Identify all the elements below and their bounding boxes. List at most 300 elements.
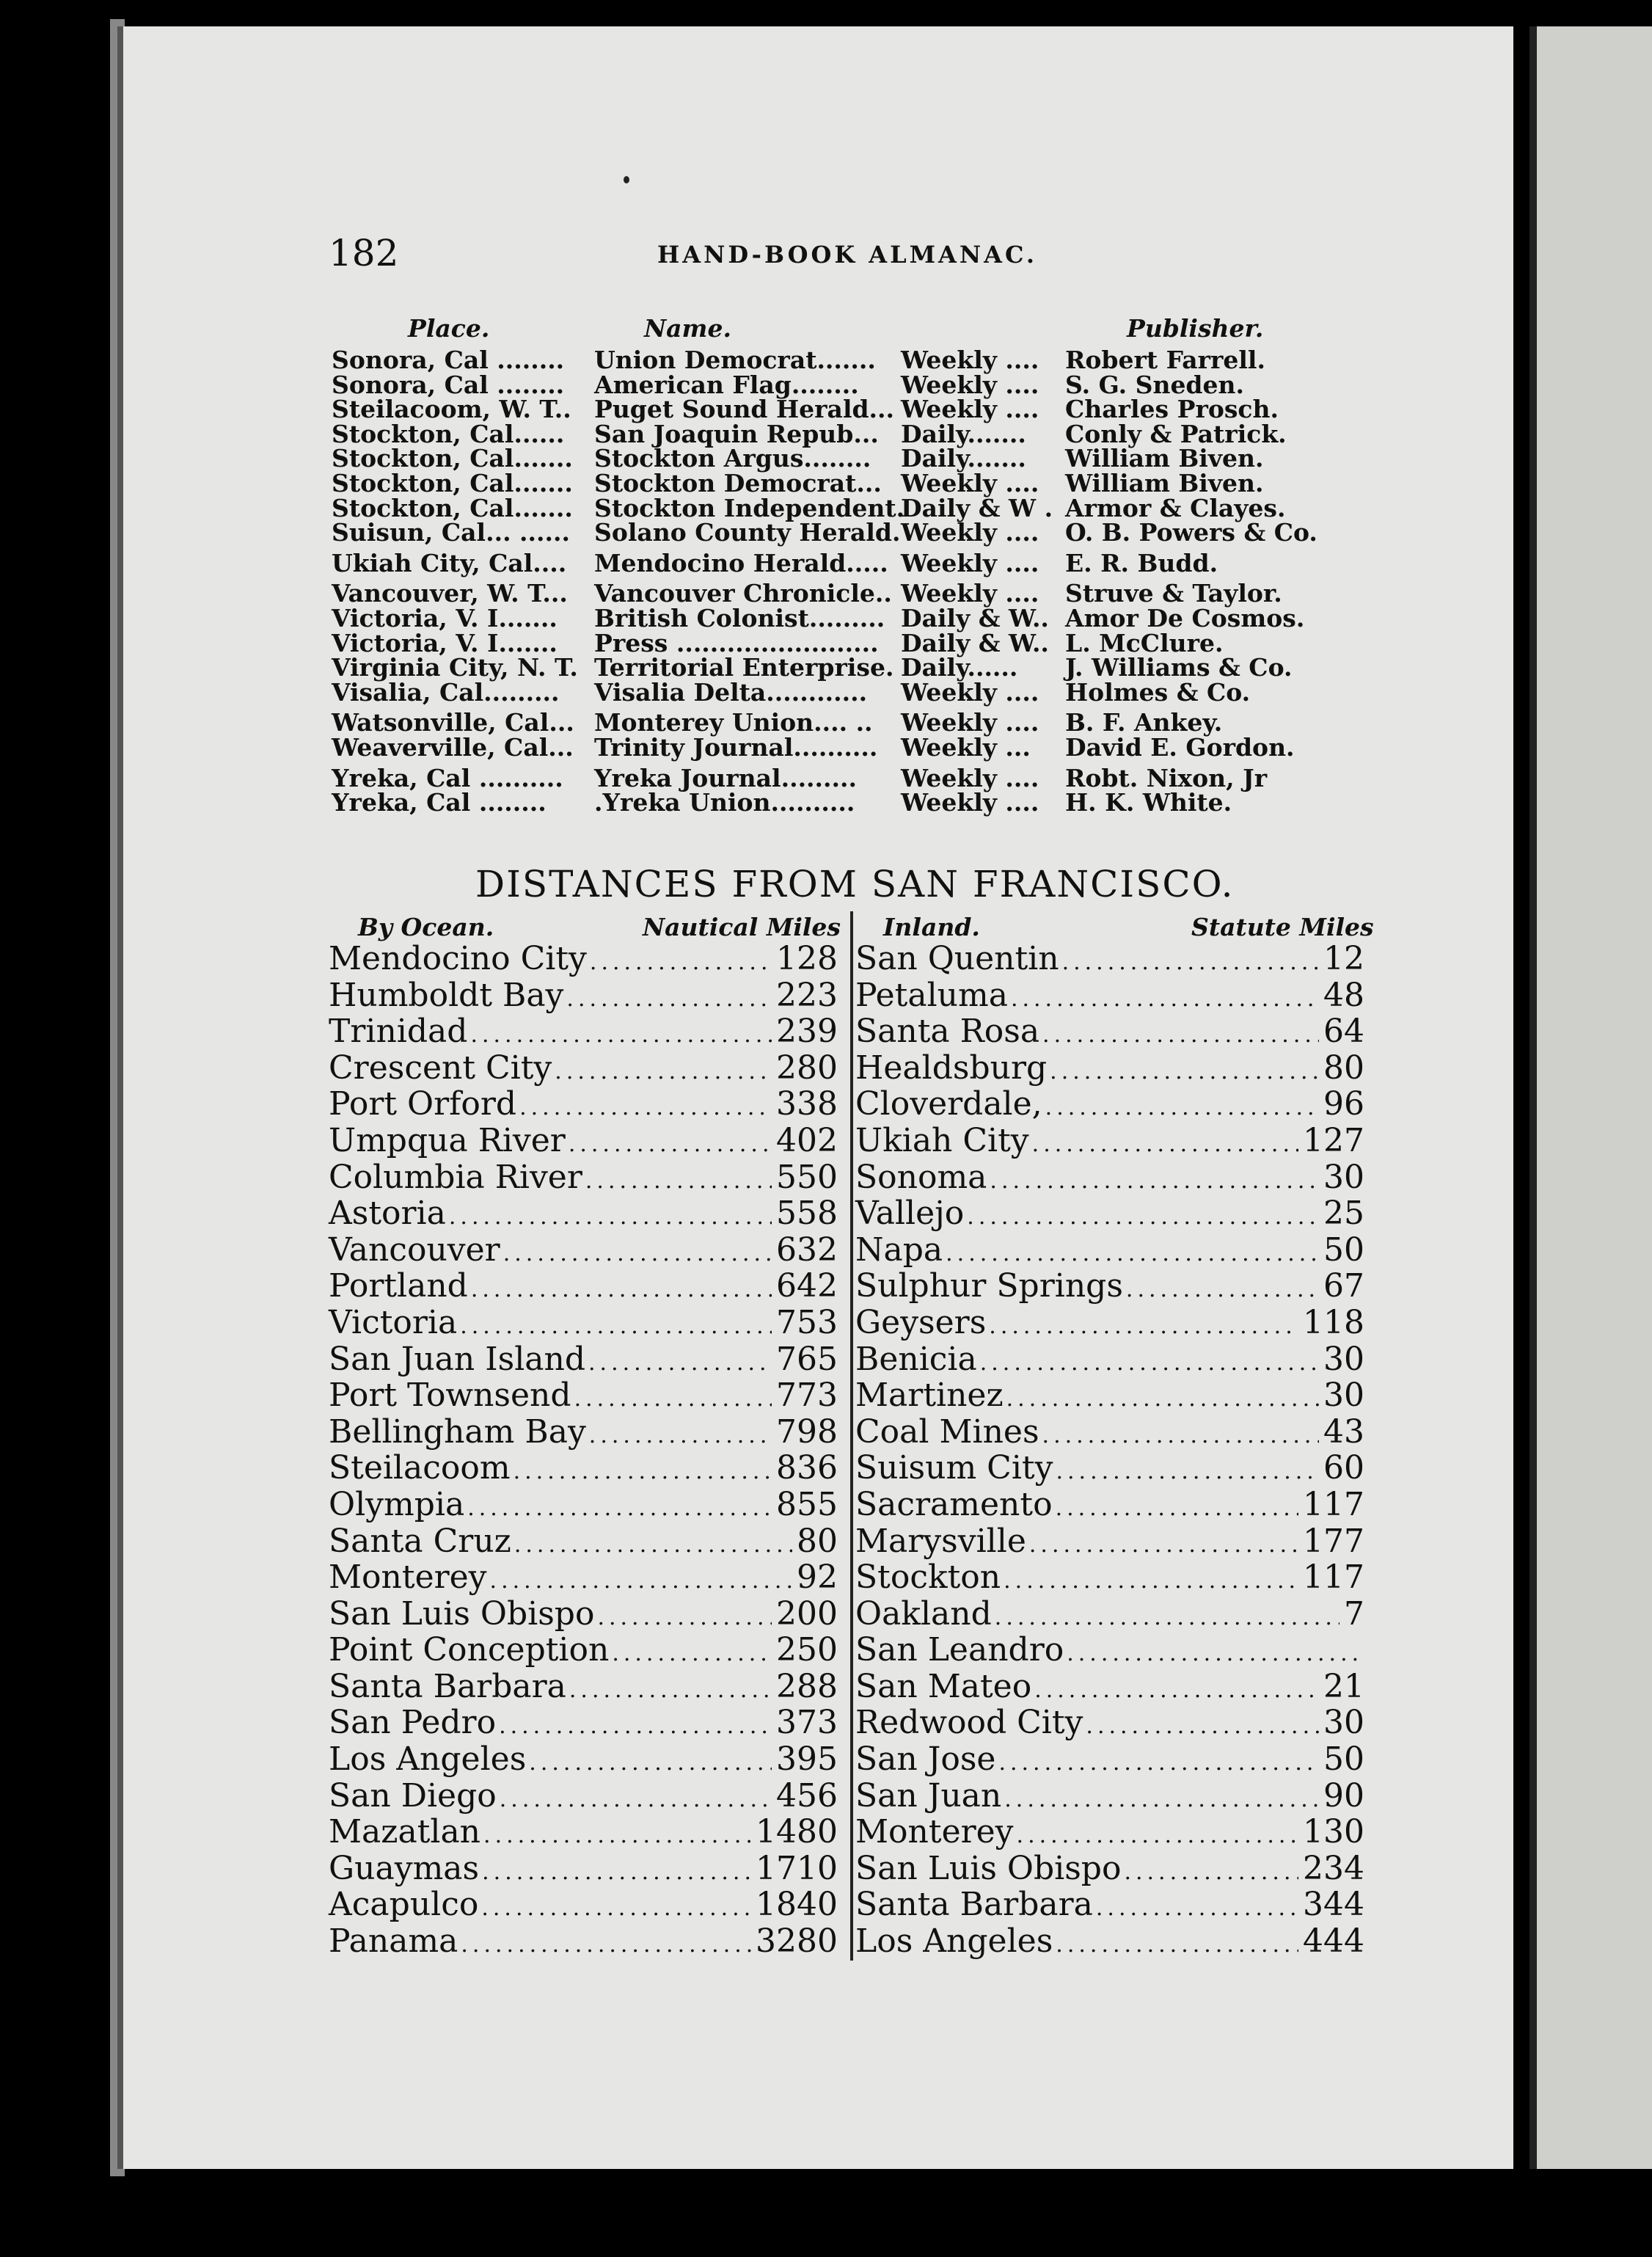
destination-name: Crescent City [329,1049,552,1087]
inland-distance-row [855,1050,1364,1087]
distance-miles: 118 [1303,1303,1364,1341]
destination-name: San Mateo [855,1667,1032,1705]
destination-name: Redwood City [855,1704,1083,1742]
dot-leader [566,981,772,1018]
newspaper-frequency: Weekly .... [901,548,1039,577]
newspaper-name: American Flag........ [594,370,859,399]
destination-name: Santa Rosa [855,1013,1040,1051]
newspaper-frequency: Weekly .... [901,346,1039,374]
newspaper-name: Stockton Independent. [594,493,905,522]
destination-name: Marysville [855,1522,1026,1560]
ocean-distance-row [329,1232,838,1269]
destination-name: San Jose [855,1740,996,1779]
nautical-miles-header: Nautical Miles [643,913,841,941]
destination-name: Humboldt Bay [329,976,564,1014]
distance-miles: 92 [797,1558,838,1597]
destination-name: Vallejo [855,1195,965,1233]
newspaper-row [332,446,1373,471]
dot-leader [1056,1454,1319,1490]
dot-leader [980,1345,1319,1382]
dot-leader [1056,1927,1298,1964]
inland-distance-row [855,1632,1364,1669]
newspaper-table [332,348,1373,815]
destination-name: San Juan Island [329,1340,586,1378]
dot-leader [1045,1090,1319,1126]
column-divider [850,911,853,1961]
inland-distance-row [855,1704,1364,1741]
inland-distance-row [855,1013,1364,1050]
dot-leader [1017,1817,1298,1854]
distance-miles: 48 [1323,976,1364,1014]
newspaper-frequency: Weekly .... [901,788,1039,817]
dot-leader [588,1345,772,1382]
dot-leader [1067,1636,1360,1672]
distance-miles: 64 [1323,1013,1364,1051]
destination-name: Suisum City [855,1449,1053,1487]
newspaper-row [332,628,1373,657]
inland-distance-row [855,1886,1364,1923]
newspaper-name: Stockton Argus........ [594,444,871,473]
dot-leader [1004,1563,1298,1600]
newspaper-place: Yreka, Cal .......... [332,763,563,792]
column-header-publisher: Publisher. [1127,314,1264,343]
dot-leader [461,1927,751,1964]
distance-miles: 117 [1303,1558,1364,1597]
inland-distance-row [855,1741,1364,1778]
distance-miles: 7 [1344,1594,1364,1633]
distance-miles: 765 [776,1340,838,1378]
newspaper-name: Visalia Delta............ [594,677,868,707]
newspaper-name: San Joaquin Repub... [594,419,879,448]
inland-distance-row [855,1596,1364,1633]
newspaper-publisher: H. K. White. [1065,788,1232,817]
destination-name: Astoria [329,1195,446,1233]
newspaper-name: Stockton Democrat... [594,468,882,497]
ocean-distance-row [329,1741,838,1778]
destination-name: San Pedro [329,1704,497,1742]
newspaper-publisher: Charles Prosch. [1065,395,1279,424]
inland-distance-row [855,1487,1364,1523]
ocean-distance-row [329,1523,838,1560]
newspaper-publisher: Struve & Taylor. [1065,579,1282,608]
statute-miles-header: Statute Miles [1191,913,1374,941]
inland-distance-row [855,1559,1364,1596]
distance-miles: 1480 [756,1813,838,1851]
destination-name: Healdsburg [855,1049,1048,1087]
destination-name: Steilacoom [329,1449,511,1487]
ocean-distance-row [329,1013,838,1050]
destination-name: San Juan [855,1776,1002,1815]
destination-name: San Luis Obispo [329,1594,595,1633]
destination-name: Columbia River [329,1158,582,1196]
newspaper-place: Weaverville, Cal... [332,732,574,762]
newspaper-frequency: Daily....... [901,444,1026,473]
dot-leader [569,1672,772,1709]
newspaper-publisher: O. B. Powers & Co. [1065,518,1317,547]
distance-miles: 234 [1303,1849,1364,1887]
distance-miles: 177 [1303,1522,1364,1560]
newspaper-place: Stockton, Cal....... [332,444,573,473]
dot-leader [990,1163,1319,1200]
column-header-name: Name. [644,314,731,343]
distance-miles: 836 [776,1449,838,1487]
newspaper-publisher: S. G. Sneden. [1065,370,1244,399]
adjacent-page-edge [1529,26,1652,2169]
dot-leader [503,1236,772,1272]
newspaper-publisher: Armor & Clayes. [1065,493,1286,522]
ocean-distance-row [329,1195,838,1232]
newspaper-publisher: L. McClure. [1065,628,1224,657]
distance-miles: 130 [1303,1813,1364,1851]
distance-miles: 344 [1303,1886,1364,1924]
newspaper-frequency: Daily & W . [901,493,1053,522]
destination-name: Port Townsend [329,1377,571,1415]
dot-leader [499,1708,772,1745]
newspaper-name: Vancouver Chronicle.. [594,579,892,608]
inland-distance-row [855,1268,1364,1305]
dot-leader [946,1236,1319,1272]
newspaper-publisher: B. F. Ankey. [1065,708,1223,737]
destination-name: Victoria [329,1303,458,1341]
newspaper-name: Yreka Journal......... [594,763,857,792]
inland-distance-row [855,977,1364,1014]
ocean-distance-row [329,977,838,1014]
ocean-distance-row [329,941,838,977]
dot-leader [513,1454,772,1490]
distance-miles: 67 [1323,1267,1364,1305]
dot-leader [1042,1017,1319,1054]
destination-name: Petaluma [855,976,1008,1014]
inland-distance-row [855,1450,1364,1487]
newspaper-frequency: Daily & W.. [901,628,1049,657]
destination-name: Coal Mines [855,1412,1039,1451]
destination-name: San Quentin [855,940,1059,977]
inland-distance-row [855,1414,1364,1451]
newspaper-frequency: Daily & W.. [901,603,1049,632]
dot-leader [490,1563,792,1600]
newspaper-place: Stockton, Cal....... [332,468,573,497]
destination-name: Port Orford [329,1085,517,1123]
newspaper-place: Stockton, Cal...... [332,419,565,448]
distance-miles: 90 [1323,1776,1364,1815]
newspaper-publisher: David E. Gordon. [1065,732,1295,762]
distance-miles: 50 [1323,1230,1364,1269]
dot-leader [1042,1418,1319,1454]
distance-miles: 1840 [756,1886,838,1924]
destination-name: Santa Barbara [329,1667,566,1705]
newspaper-row [332,397,1373,422]
inland-distance-row [855,1851,1364,1887]
destination-name: Martinez [855,1377,1004,1415]
ocean-distance-row [329,1377,838,1414]
ocean-distance-row [329,1487,838,1523]
distance-miles: 3280 [756,1922,838,1961]
destination-name: Mendocino City [329,940,587,977]
destination-name: Santa Cruz [329,1522,511,1560]
newspaper-frequency: Weekly .... [901,468,1039,497]
newspaper-row [332,655,1373,680]
newspaper-frequency: Weekly .... [901,518,1039,547]
newspaper-place: Victoria, V. I....... [332,628,558,657]
inland-distance-row [855,1923,1364,1960]
ocean-distance-row [329,1596,838,1633]
distance-miles: 127 [1303,1121,1364,1159]
dot-leader [1004,1782,1319,1818]
ocean-distance-row [329,1923,838,1960]
inland-distance-row [855,941,1364,977]
inland-distance-row [855,1086,1364,1123]
destination-name: Los Angeles [855,1922,1053,1961]
distance-miles: 456 [776,1776,838,1815]
distance-miles: 30 [1323,1340,1364,1378]
newspaper-publisher: J. Williams & Co. [1065,653,1293,682]
newspaper-name: Puget Sound Herald... [594,395,895,424]
distance-miles: 223 [776,976,838,1014]
distance-miles: 338 [776,1085,838,1123]
dot-leader [470,1017,772,1054]
distance-miles: 373 [776,1704,838,1742]
ink-speck [624,176,629,183]
distance-miles: 25 [1323,1195,1364,1233]
dot-leader [482,1854,751,1891]
newspaper-publisher: Holmes & Co. [1065,677,1251,707]
newspaper-publisher: E. R. Budd. [1065,548,1218,577]
ocean-distance-row [329,1886,838,1923]
dot-leader [967,1199,1319,1236]
distance-miles: 855 [776,1485,838,1523]
destination-name: Panama [329,1922,458,1961]
ocean-distance-row [329,1341,838,1378]
newspaper-frequency: Weekly ... [901,732,1031,762]
ocean-distance-row [329,1268,838,1305]
distance-miles: 30 [1323,1377,1364,1415]
newspaper-publisher: William Biven. [1065,444,1264,473]
destination-name: Santa Barbara [855,1886,1093,1924]
newspaper-row [332,419,1373,448]
newspaper-row [332,520,1373,545]
inland-distance-row [855,1123,1364,1159]
dot-leader [1011,981,1319,1018]
distance-miles: 200 [776,1594,838,1633]
dot-leader [555,1054,772,1090]
distance-miles: 550 [776,1158,838,1196]
dot-leader [995,1600,1339,1636]
dot-leader [471,1272,772,1308]
newspaper-place: Victoria, V. I....... [332,603,558,632]
newspaper-row [332,548,1373,577]
newspaper-publisher: William Biven. [1065,468,1264,497]
ocean-distance-row [329,1814,838,1851]
dot-leader [1096,1890,1298,1927]
dot-leader [529,1745,772,1782]
distance-miles: 632 [776,1230,838,1269]
inland-distance-list [855,941,1364,1960]
destination-name: Napa [855,1230,943,1269]
destination-name: Acapulco [329,1886,479,1924]
destination-name: Oakland [855,1594,992,1633]
newspaper-place: Yreka, Cal ........ [332,788,547,817]
distance-miles: 642 [776,1267,838,1305]
distance-miles: 30 [1323,1158,1364,1196]
newspaper-publisher: Robert Farrell. [1065,346,1265,374]
newspaper-row [332,732,1373,762]
distances-title: DISTANCES FROM SAN FRANCISCO. [475,863,1235,905]
destination-name: Trinidad [329,1013,468,1051]
inland-distance-row [855,1232,1364,1269]
dot-leader [481,1890,751,1927]
destination-name: Umpqua River [329,1121,566,1159]
ocean-distance-row [329,1704,838,1741]
ocean-distance-row [329,1669,838,1705]
destination-name: San Leandro [855,1631,1064,1669]
ocean-distance-list [329,941,838,1960]
destination-name: Sonoma [855,1158,987,1196]
page-number: 182 [329,232,399,274]
inland-header: Inland. [883,913,980,941]
destination-name: Stockton [855,1558,1001,1597]
distance-miles: 280 [776,1049,838,1087]
newspaper-publisher: Robt. Nixon, Jr [1065,763,1268,792]
distance-miles: 80 [1323,1049,1364,1087]
distance-miles: 50 [1323,1740,1364,1779]
dot-leader [612,1636,772,1672]
dot-leader [998,1745,1319,1782]
distance-miles: 60 [1323,1449,1364,1487]
newspaper-name: British Colonist......... [594,603,885,632]
ocean-distance-row [329,1159,838,1196]
newspaper-frequency: Weekly .... [901,395,1039,424]
newspaper-frequency: Daily...... [901,653,1018,682]
dot-leader [989,1308,1298,1345]
ocean-distance-row [329,1450,838,1487]
destination-name: Ukiah City [855,1121,1029,1159]
distance-miles: 1710 [756,1849,838,1887]
ocean-header: By Ocean. [358,913,494,941]
newspaper-place: Virginia City, N. T. [332,653,578,682]
dot-leader [483,1817,751,1854]
newspaper-frequency: Weekly .... [901,763,1039,792]
ocean-distance-row [329,1559,838,1596]
newspaper-row [332,603,1373,632]
dot-leader [1034,1672,1319,1709]
destination-name: Mazatlan [329,1813,481,1851]
newspaper-row [332,468,1373,497]
inland-distance-row [855,1305,1364,1341]
ocean-distance-row [329,1414,838,1451]
newspaper-row [332,677,1373,707]
destination-name: Point Conception [329,1631,610,1669]
dot-leader [1006,1381,1319,1418]
newspaper-place: Sonora, Cal ........ [332,370,565,399]
dot-leader [500,1782,772,1818]
inland-distance-row [855,1377,1364,1414]
distance-miles: 239 [776,1013,838,1051]
dot-leader [597,1600,772,1636]
dot-leader [519,1090,772,1126]
newspaper-row [332,581,1373,606]
inland-distance-row [855,1195,1364,1232]
inland-distance-row [855,1523,1364,1560]
distance-miles: 773 [776,1377,838,1415]
dot-leader [585,1163,772,1200]
newspaper-publisher: Amor De Cosmos. [1065,603,1305,632]
dot-leader [1126,1272,1319,1308]
distance-miles: 96 [1323,1085,1364,1123]
newspaper-place: Vancouver, W. T... [332,579,568,608]
newspaper-name: Monterey Union.... .. [594,708,873,737]
dot-leader [467,1490,772,1527]
newspaper-name: Trinity Journal.......... [594,732,878,762]
destination-name: San Luis Obispo [855,1849,1122,1887]
newspaper-name: Solano County Herald. [594,518,901,547]
running-title: HAND-BOOK ALMANAC. [657,241,1037,269]
distance-miles: 558 [776,1195,838,1233]
distance-miles: 798 [776,1412,838,1451]
dot-leader [1062,944,1319,981]
distance-miles: 128 [776,940,838,977]
newspaper-frequency: Weekly .... [901,370,1039,399]
newspaper-place: Ukiah City, Cal.... [332,548,567,577]
inland-distance-row [855,1159,1364,1196]
inland-distance-row [855,1778,1364,1815]
newspaper-row [332,370,1373,399]
destination-name: Portland [329,1267,468,1305]
newspaper-place: Watsonville, Cal... [332,708,574,737]
dot-leader [589,1418,772,1454]
destination-name: Los Angeles [329,1740,527,1779]
page-header [329,232,1429,276]
newspaper-row [332,493,1373,522]
destination-name: Bellingham Bay [329,1412,586,1451]
newspaper-name: Mendocino Herald..... [594,548,888,577]
distance-miles: 402 [776,1121,838,1159]
inland-distance-row [855,1814,1364,1851]
ocean-distance-row [329,1050,838,1087]
newspaper-place: Sonora, Cal ........ [332,346,565,374]
ocean-distance-row [329,1778,838,1815]
column-header-place: Place. [408,314,490,343]
dot-leader [1029,1527,1298,1564]
dot-leader [1124,1854,1298,1891]
destination-name: Guaymas [329,1849,480,1887]
distance-miles: 43 [1323,1412,1364,1451]
dot-leader [1050,1054,1319,1090]
newspaper-place: Visalia, Cal......... [332,677,560,707]
newspaper-row [332,710,1373,735]
newspaper-name: Press ........................ [594,628,879,657]
dot-leader [1086,1708,1319,1745]
distance-miles: 753 [776,1303,838,1341]
distance-miles: 12 [1323,940,1364,977]
dot-leader [1032,1126,1298,1163]
distance-miles: 21 [1323,1667,1364,1705]
dot-leader [449,1199,772,1236]
ocean-distance-row [329,1632,838,1669]
newspaper-place: Stockton, Cal....... [332,493,573,522]
destination-name: Olympia [329,1485,465,1523]
distance-miles: 288 [776,1667,838,1705]
destination-name: Monterey [855,1813,1014,1851]
newspaper-frequency: Weekly .... [901,579,1039,608]
ocean-distance-row [329,1086,838,1123]
destination-name: Benicia [855,1340,977,1378]
dot-leader [590,944,772,981]
dot-leader [574,1381,772,1418]
newspaper-frequency: Daily....... [901,419,1026,448]
newspaper-frequency: Weekly .... [901,677,1039,707]
newspaper-row [332,763,1373,792]
newspaper-name: .Yreka Union.......... [594,788,855,817]
